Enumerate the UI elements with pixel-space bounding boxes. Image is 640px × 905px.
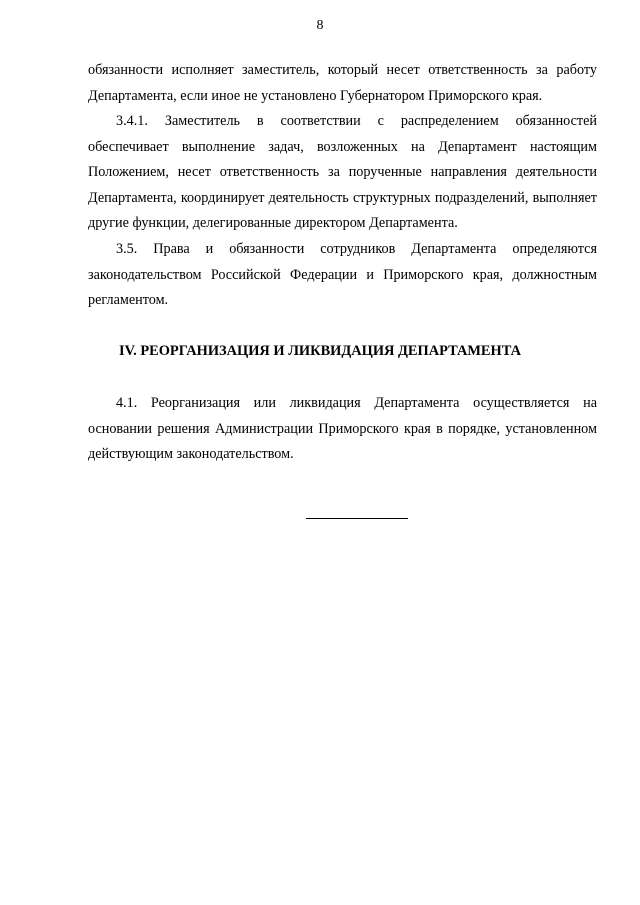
- paragraph-text: 4.1. Реорганизация или ликвидация Департамента осуществляется на основании решения Администрации Приморского края в порядке, установленном действующим законодательством.: [88, 395, 597, 462]
- page-number: 8: [316, 18, 324, 33]
- paragraph-continuation: [88, 58, 597, 109]
- section-heading: IV. РЕОРГАНИЗАЦИЯ И ЛИКВИДАЦИЯ ДЕПАРТАМЕНТА: [118, 343, 521, 359]
- paragraph-4-1: [88, 391, 597, 468]
- paragraph-text: 3.4.1. Заместитель в соответствии с распределением обязанностей обеспечивает выполнение задач, возложенных на Департамент настоящим Положением, несет ответственность за порученные направления деятельности Департамента, координирует деятельность структурных подразделений, выполняет другие функции, делегированные директором Департамента.: [88, 113, 597, 231]
- paragraph-3-4-1: [88, 109, 597, 237]
- end-of-document-rule: [306, 518, 408, 519]
- paragraph-text: 3.5. Права и обязанности сотрудников Департамента определяются законодательством Российской Федерации и Приморского края, должностным регламентом.: [88, 241, 597, 308]
- paragraph-text: обязанности исполняет заместитель, который несет ответственность за работу Департамента, если иное не установлено Губернатором Приморского края.: [88, 62, 597, 104]
- paragraph-3-5: [88, 237, 597, 314]
